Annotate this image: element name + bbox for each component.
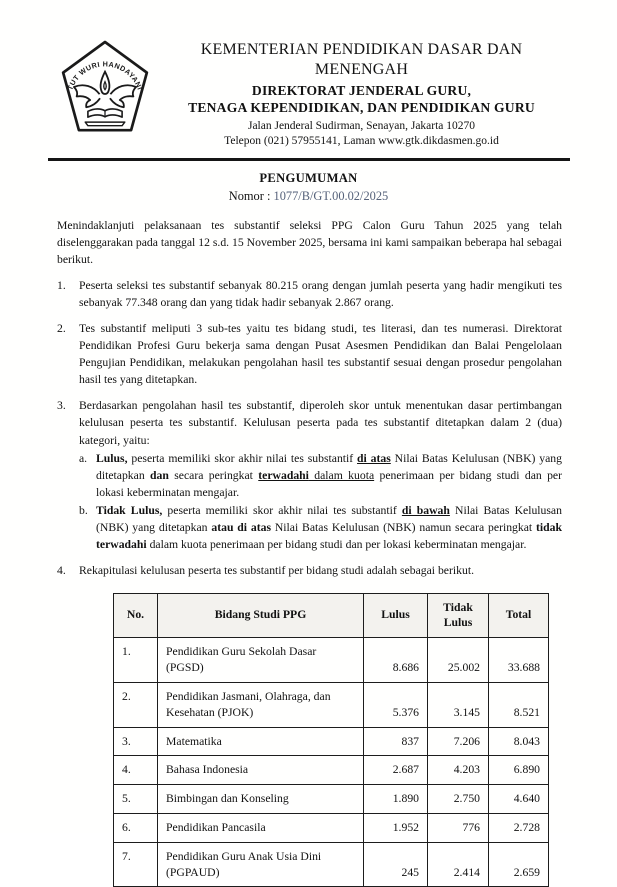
- document-title: PENGUMUMAN: [259, 170, 358, 185]
- sub-item-a-text: Lulus, peserta memiliki skor akhir nilai tes substantif di atas Nilai Batas Kelulusan (NBK) yang ditetapkan dan secara peringkat terwadahi dalam kuota penerimaan per bidang studi dan per lokasi keberminatan mengajar.: [96, 451, 562, 499]
- sub-item-b-marker: b.: [79, 503, 88, 517]
- sub-item-b: [79, 502, 562, 553]
- row-7-lulus: 245: [364, 842, 428, 887]
- table-row: [114, 785, 549, 814]
- row-5-lulus: 1.890: [364, 785, 428, 814]
- list-item-3-lead: Berdasarkan pengolahan hasil tes substantif, diperoleh skor untuk menentukan dasar pertimbangan kelulusan peserta tes substantif. Kelulusan peserta pada tes substantif ditetapkan dalam 2 (dua) kategori, yaitu:: [79, 399, 562, 447]
- row-5-bidang: Bimbingan dan Konseling: [158, 785, 364, 814]
- recap-table-wrap: [113, 593, 617, 887]
- row-4-no: 4.: [114, 756, 158, 785]
- header-tidak-lulus: Tidak Lulus: [428, 594, 489, 638]
- table-row: [114, 756, 549, 785]
- table-row: [114, 842, 549, 887]
- row-7-bidang: Pendidikan Guru Anak Usia Dini (PGPAUD): [158, 842, 364, 887]
- table-row: [114, 638, 549, 683]
- list-item-4-text: Rekapitulasi kelulusan peserta tes substantif per bidang studi adalah sebagai berikut.: [79, 564, 474, 578]
- tut-wuri-handayani-logo: [48, 36, 152, 135]
- directorate-name-line2: TENAGA KEPENDIDIKAN, DAN PENDIDIKAN GURU: [188, 100, 535, 116]
- row-4-total: 6.890: [489, 756, 549, 785]
- header-bidang-studi: Bidang Studi PPG: [158, 594, 364, 638]
- row-1-lulus: 8.686: [364, 638, 428, 683]
- header-total: Total: [489, 594, 549, 638]
- list-item-3-number: 3.: [57, 399, 66, 413]
- row-1-bidang: Pendidikan Guru Sekolah Dasar (PGSD): [158, 638, 364, 683]
- intro-paragraph: Menindaklanjuti pelaksanaan tes substantif seleksi PPG Calon Guru Tahun 2025 yang telah diselenggarakan pada tanggal 12 s.d. 15 November 2025, bersama ini kami sampaikan beberapa hal sebagai berikut.: [57, 218, 562, 266]
- row-5-no: 5.: [114, 785, 158, 814]
- sub-item-a-marker: a.: [79, 451, 88, 465]
- tut-wuri-handayani-logo-graphic: [60, 39, 150, 135]
- list-item-2: [57, 320, 562, 388]
- row-4-lulus: 2.687: [364, 756, 428, 785]
- letterhead-contact: Telepon (021) 57955141, Laman www.gtk.dikdasmen.go.id: [224, 134, 499, 147]
- row-3-tidak-lulus: 7.206: [428, 727, 489, 756]
- row-7-tidak-lulus: 2.414: [428, 842, 489, 887]
- list-item-1-number: 1.: [57, 278, 66, 292]
- row-2-no: 2.: [114, 683, 158, 728]
- row-5-total: 4.640: [489, 785, 549, 814]
- list-item-2-text: Tes substantif meliputi 3 sub-tes yaitu tes bidang studi, tes literasi, dan tes numerasi. Direktorat Pendidikan Profesi Guru bekerja sama dengan Pusat Asesmen Pendidikan dan Balai Pengelolaan Pengujian Pendidikan, melakukan pengolahan hasil tes substantif sesuai dengan prosedur pengolahan hasil tes yang ditetapkan.: [79, 322, 562, 387]
- header-no: No.: [114, 594, 158, 638]
- list-item-4: [57, 562, 562, 579]
- row-2-tidak-lulus: 3.145: [428, 683, 489, 728]
- row-2-bidang: Pendidikan Jasmani, Olahraga, dan Kesehatan (PJOK): [158, 683, 364, 728]
- row-6-lulus: 1.952: [364, 814, 428, 843]
- directorate-name-line1: DIREKTORAT JENDERAL GURU,: [251, 83, 472, 99]
- row-4-tidak-lulus: 4.203: [428, 756, 489, 785]
- row-3-no: 3.: [114, 727, 158, 756]
- letterhead-divider: [48, 158, 570, 161]
- document-number-value: 1077/B/GT.00.02/2025: [273, 188, 389, 203]
- row-6-total: 2.728: [489, 814, 549, 843]
- svg-text:TUT WURI HANDAYANI: TUT WURI HANDAYANI: [65, 59, 145, 92]
- table-row: [114, 727, 549, 756]
- letterhead: [0, 0, 617, 149]
- list-item-3: [57, 397, 562, 553]
- list-item-1: [57, 277, 562, 311]
- list-item-1-text: Peserta seleksi tes substantif sebanyak 80.215 orang dengan jumlah peserta yang hadir mengikuti tes sebanyak 77.348 orang dan yang tidak hadir sebanyak 2.867 orang.: [79, 278, 562, 309]
- row-3-total: 8.043: [489, 727, 549, 756]
- row-3-bidang: Matematika: [158, 727, 364, 756]
- list-item-2-number: 2.: [57, 322, 66, 336]
- sub-item-b-text: Tidak Lulus, peserta memiliki skor akhir nilai tes substantif di bawah Nilai Batas Kelulusan (NBK) yang ditetapkan atau di atas Nilai Batas Kelulusan (NBK) namun secara peringkat tidak terwadahi dalam kuota penerimaan per bidang studi dan per lokasi keberminatan mengajar.: [96, 503, 563, 552]
- row-7-no: 7.: [114, 842, 158, 887]
- ministry-name-line2: MENENGAH: [314, 60, 409, 78]
- letterhead-text: [152, 36, 571, 149]
- list-item-4-number: 4.: [57, 564, 66, 578]
- row-1-total: 33.688: [489, 638, 549, 683]
- document-title-block: [0, 171, 617, 204]
- row-1-tidak-lulus: 25.002: [428, 638, 489, 683]
- document-body: [57, 217, 562, 579]
- row-4-bidang: Bahasa Indonesia: [158, 756, 364, 785]
- row-6-bidang: Pendidikan Pancasila: [158, 814, 364, 843]
- table-row: [114, 814, 549, 843]
- row-2-lulus: 5.376: [364, 683, 428, 728]
- header-lulus: Lulus: [364, 594, 428, 638]
- table-header-row: [114, 594, 549, 638]
- row-5-tidak-lulus: 2.750: [428, 785, 489, 814]
- row-6-tidak-lulus: 776: [428, 814, 489, 843]
- list-item-3-text: [79, 397, 562, 553]
- letterhead-address: Jalan Jenderal Sudirman, Senayan, Jakarta 10270: [247, 119, 476, 132]
- row-7-total: 2.659: [489, 842, 549, 887]
- document-number: [0, 189, 617, 204]
- table-row: [114, 683, 549, 728]
- row-1-no: 1.: [114, 638, 158, 683]
- row-3-lulus: 837: [364, 727, 428, 756]
- recap-table: [113, 593, 549, 887]
- ministry-name-line1: KEMENTERIAN PENDIDIKAN DASAR DAN: [200, 41, 523, 58]
- sub-item-a: [79, 450, 562, 501]
- row-6-no: 6.: [114, 814, 158, 843]
- row-2-total: 8.521: [489, 683, 549, 728]
- document-number-label: Nomor :: [228, 188, 274, 203]
